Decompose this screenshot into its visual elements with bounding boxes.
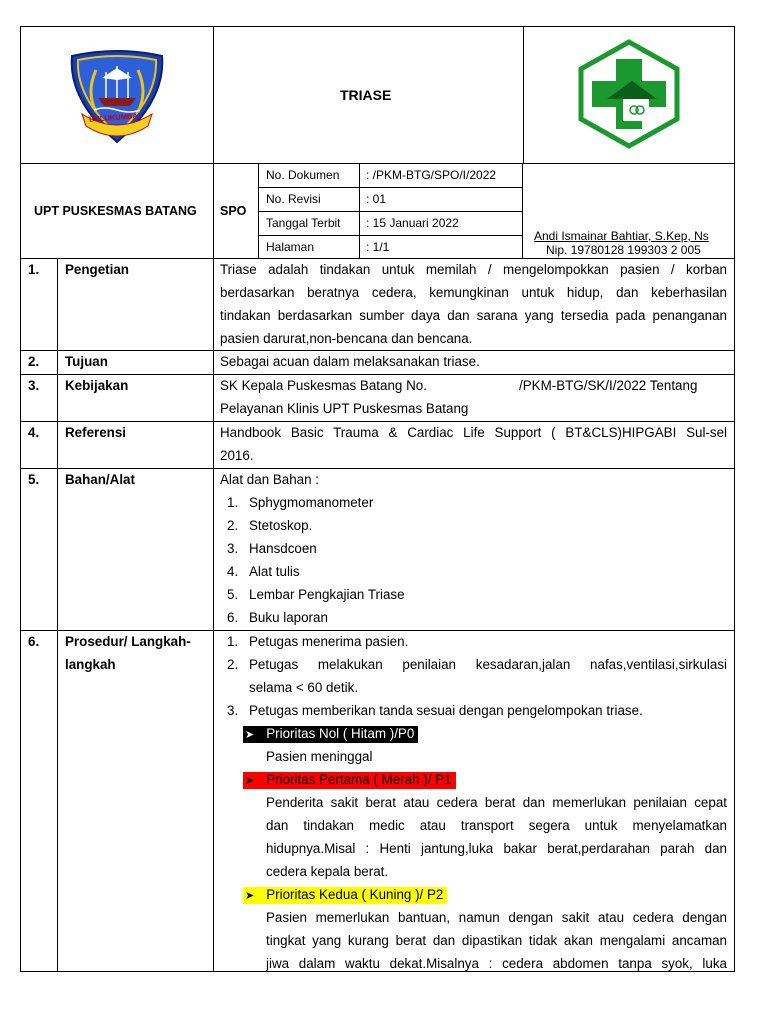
list-number: 4.: [227, 564, 239, 579]
signer-name: Andi Ismainar Bahtiar, S.Kep, Ns: [534, 229, 709, 243]
list-item: Lembar Pengkajian Triase: [249, 587, 405, 602]
section-title: Tujuan: [65, 354, 108, 369]
meta-label: Tanggal Terbit: [266, 216, 341, 230]
section-title: Kebijakan: [65, 378, 129, 393]
meta-value: : 1/1: [366, 240, 390, 254]
list-number: 2.: [227, 518, 239, 533]
list-item: selama < 60 detik.: [249, 680, 359, 695]
organization-name: UPT PUSKESMAS BATANG: [34, 204, 197, 218]
list-number: 5.: [227, 587, 239, 602]
priority-label-yellow: ➤ Prioritas Kedua ( Kuning )/ P2: [243, 887, 447, 904]
priority-yellow: [243, 883, 447, 906]
section-title: Pengetian: [65, 262, 129, 277]
section-number: 5.: [28, 472, 40, 487]
document-title: TRIASE: [340, 87, 392, 103]
meta-label: Halaman: [266, 240, 315, 254]
body-line: Handbook Basic Trauma & Cardiac Life Support ( BT&CLS)HIPGABI Sul-sel: [220, 425, 727, 440]
priority-desc: jiwa dalam waktu dekat.Misalnya : cedera abdomen tanpa syok, luka: [266, 956, 727, 971]
section-title: Prosedur/ Langkah-: [65, 634, 191, 649]
priority-desc: dan tindakan medic atau transport segera untuk menyelamatkan: [266, 818, 727, 833]
body-line: Sebagai acuan dalam melaksanakan triase.: [220, 354, 480, 369]
list-item: Petugas melakukan penilaian kesadaran,jalan nafas,ventilasi,sirkulasi: [249, 657, 727, 672]
list-item: Buku laporan: [249, 610, 328, 625]
section-number: 2.: [28, 354, 40, 369]
list-item: Alat tulis: [249, 564, 300, 579]
priority-desc: Pasien meninggal: [266, 749, 373, 764]
body-line: pasien darurat,non-bencana dan bencana.: [220, 331, 473, 346]
arrow-bullet-icon: ➤: [245, 729, 255, 741]
list-item: Petugas memberikan tanda sesuai dengan pengelompokan triase.: [249, 703, 643, 718]
meta-value: : 01: [366, 192, 387, 206]
priority-desc: Penderita sakit berat atau cedera berat dan memerlukan penilaian cepat: [266, 795, 727, 810]
meta-value: : /PKM-BTG/SPO/I/2022: [366, 168, 497, 182]
list-number: 1.: [227, 495, 239, 510]
priority-desc: tingkat yang kurang berat dan dipastikan tidak akan mengalami ancaman: [266, 933, 727, 948]
body-line: 2016.: [220, 448, 254, 463]
priority-red: [243, 768, 456, 791]
arrow-bullet-icon: ➤: [245, 890, 255, 902]
priority-desc: hidupnya.Misal : Henti jantung,luka bakar berat,perdarahan parah dan: [266, 841, 727, 856]
meta-label: No. Dokumen: [266, 168, 340, 182]
section-title: langkah: [65, 657, 116, 672]
body-line: Pelayanan Klinis UPT Puskesmas Batang: [220, 401, 469, 416]
body-line: berdasarkan beratnya cedera, kemungkinan untuk hidup, dan keberhasilan: [220, 285, 727, 300]
meta-value: : 15 Januari 2022: [366, 216, 459, 230]
body-line: /PKM-BTG/SK/I/2022 Tentang: [519, 378, 698, 393]
list-item: Petugas menerima pasien.: [249, 634, 409, 649]
priority-desc: cedera kepala berat.: [266, 864, 389, 879]
logo-text: BULUKUMBA: [88, 111, 139, 124]
section-number: 3.: [28, 378, 40, 393]
list-item: Stetoskop.: [249, 518, 313, 533]
priority-black: [243, 722, 418, 745]
body-line: SK Kepala Puskesmas Batang No.: [220, 378, 427, 393]
section-title: Referensi: [65, 425, 127, 440]
list-number: 6.: [227, 610, 239, 625]
priority-desc: Pasien memerlukan bantuan, namun dengan sakit atau cedera dengan: [266, 910, 727, 925]
meta-label: No. Revisi: [266, 192, 321, 206]
signer-nip: Nip. 19780128 199303 2 005: [546, 243, 701, 257]
spo-label: SPO: [220, 204, 247, 218]
list-item: Sphygmomanometer: [249, 495, 374, 510]
list-item: Hansdcoen: [249, 541, 317, 556]
bulukumba-logo: [64, 50, 170, 146]
body-line: Triase adalah tindakan untuk memilah / mengelompokkan pasien / korban: [220, 262, 727, 277]
list-number: 1.: [227, 634, 239, 649]
body-line: tindakan berdasarkan sumber daya dan sarana yang tersedia pada penanganan: [220, 308, 727, 323]
body-line: Alat dan Bahan :: [220, 472, 320, 487]
priority-label-red: ➤ Prioritas Pertama ( Merah )/ P1: [243, 772, 456, 789]
puskesmas-logo: [577, 39, 681, 149]
priority-label-black: ➤ Prioritas Nol ( Hitam )/P0: [243, 726, 418, 743]
section-title: Bahan/Alat: [65, 472, 135, 487]
section-number: 4.: [28, 425, 40, 440]
arrow-bullet-icon: ➤: [245, 775, 255, 787]
section-number: 1.: [28, 262, 40, 277]
section-number: 6.: [28, 634, 40, 649]
list-number: 3.: [227, 703, 239, 718]
list-number: 3.: [227, 541, 239, 556]
list-number: 2.: [227, 657, 239, 672]
